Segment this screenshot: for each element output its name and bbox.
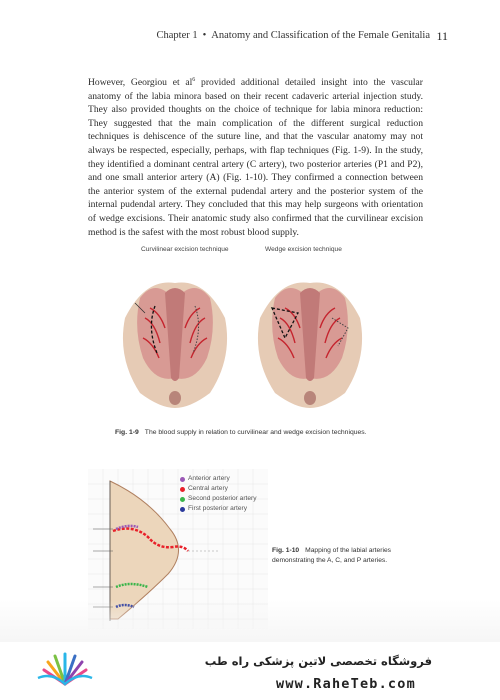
store-url: www.RaheTeb.com bbox=[276, 676, 416, 692]
store-name: فروشگاه تخصصی لاتین پزشکی راه طب bbox=[204, 654, 432, 668]
legend-dot-anterior bbox=[180, 477, 185, 482]
citation-superscript: 6 bbox=[192, 76, 196, 83]
legend-dot-central bbox=[180, 487, 185, 492]
caption-label: Fig. 1-10 bbox=[272, 547, 300, 554]
chapter-title: Chapter 1 • Anatomy and Classification of the Female Genitalia bbox=[156, 30, 430, 41]
figure-1-10: Anterior artery Central artery Second posterior artery First posterior artery bbox=[88, 469, 268, 629]
curvilinear-panel-label: Curvilinear excision technique bbox=[141, 246, 229, 253]
curvilinear-excision-illustration bbox=[115, 258, 235, 413]
open-book-logo-icon bbox=[30, 646, 100, 688]
wedge-panel-label: Wedge excision technique bbox=[265, 246, 342, 253]
legend-dot-first-posterior bbox=[180, 507, 185, 512]
figure-1-9 bbox=[115, 246, 385, 416]
figure-1-10-caption: Fig. 1-10 Mapping of the labial arteries demonstrating the A, C, and P arteries. bbox=[272, 547, 392, 564]
page-bottom-fade bbox=[0, 600, 500, 642]
figure-1-9-caption: Fig. 1-9 The blood supply in relation to curvilinear and wedge excision techniques. bbox=[115, 429, 367, 436]
page-number: 11 bbox=[436, 29, 448, 43]
legend-dot-second-posterior bbox=[180, 497, 185, 502]
wedge-excision-illustration bbox=[250, 258, 370, 413]
caption-label: Fig. 1-9 bbox=[115, 429, 139, 436]
store-watermark-footer bbox=[0, 642, 500, 700]
body-paragraph: However, Georgiou et $al^6$ provided additional detailed insight into the vascular anatomy of the labia minora based on their recent cadaveric arterial injection study. They also provided thoughts on the choice of technique for labia minora reduction: They suggested that the main complication of the different surgical reduction techniques is dehiscence of the suture line, and that the vascular anatomy may not always be respected, especially, perhaps, with flap techniques (Fig. 1-9). In the study, they identified a dominant central artery (C artery), two posterior arteries (P1 and P2), and one small anterior artery (A) (Fig. 1-10). They confirmed a connection between the anterior system of the external pudendal artery and the posterior system of the internal pudendal artery. They concluded that this may help surgeons with orientation of wedge excisions. Their anatomic study also confirmed that the curvilinear excision method is the safest with the most robust blood supply. bbox=[88, 76, 423, 238]
running-header bbox=[0, 30, 500, 46]
